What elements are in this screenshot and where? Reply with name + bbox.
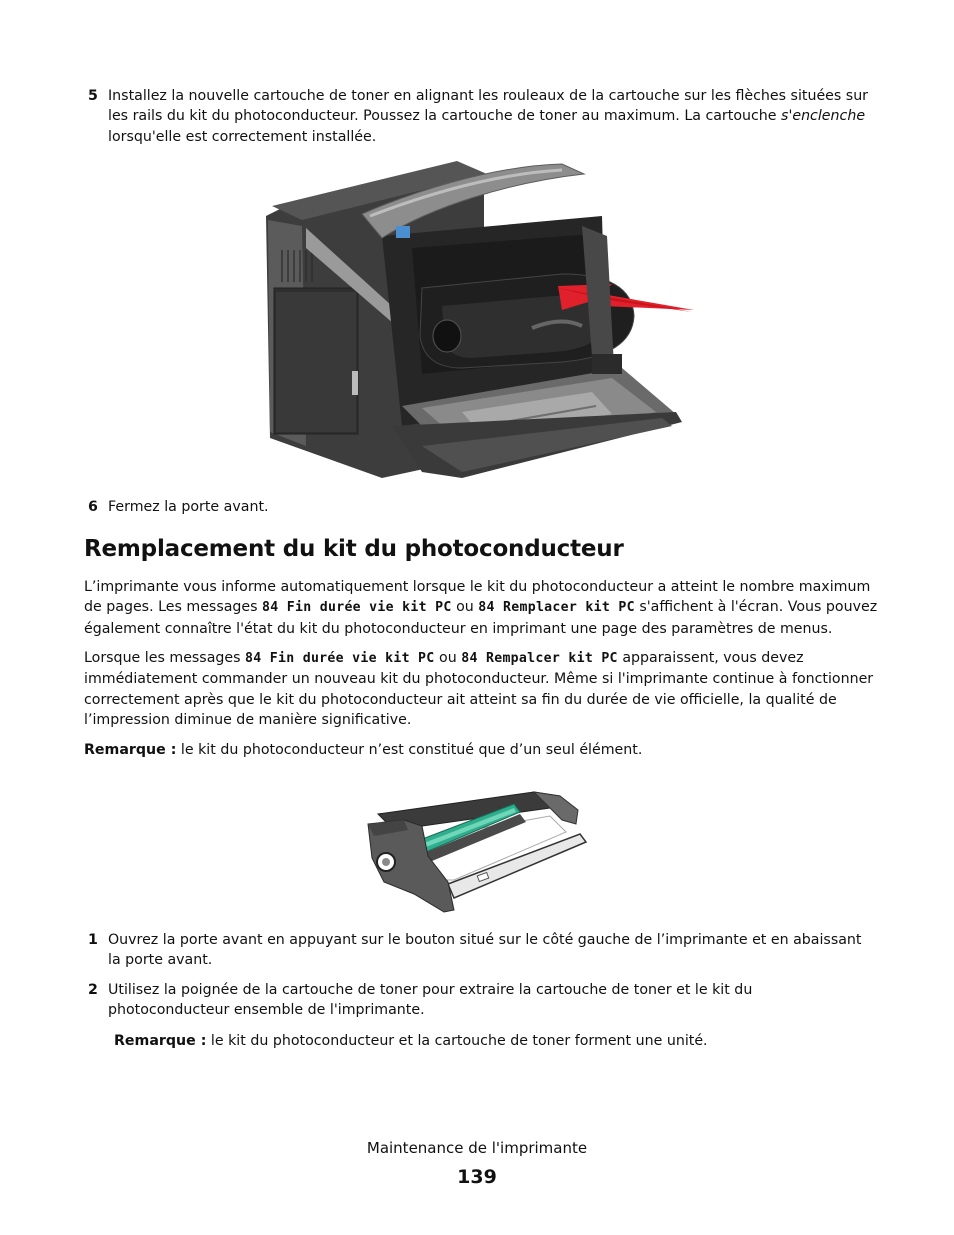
step-1-number: 1 [88,932,98,948]
step-5-number: 5 [88,88,98,104]
photoconductor-kit-illustration [364,786,590,914]
step-2-text: Utilisez la poignée de la cartouche de toner pour extraire la cartouche de toner et le kit du photoconducteur ensemble de l'imprimante. [108,982,753,1019]
p2-code-2: 84 Rempalcer kit PC [461,651,618,666]
p2-text-c: apparaissent, vous devez immédiatement commander un nouveau kit du photoconducteur. Même si l'imprimante continue à fonctionner correctement après que le kit du photoconducteur ait atteint sa fin du durée de vie officielle, la qualité de l’impression diminue de manière significative. [84,650,874,728]
p1-text-a: L’imprimante vous informe automatiquement lorsque le kit du photoconducteur a atteint le nombre maximum de pages. Les messages [84,579,871,616]
p1-text-b: ou [451,599,479,616]
note-1 [84,740,879,760]
p2-text-a: Lorsque les messages [84,650,246,666]
note-2-label: Remarque : [114,1033,207,1049]
step-5-text-b: lorsqu'elle est correctement installée. [108,128,377,145]
p2-text-b: ou [434,650,462,666]
p1-code-1: 84 Fin durée vie kit PC [262,600,452,616]
step-1-text: Ouvrez la porte avant en appuyant sur le bouton situé sur le côté gauche de l’imprimante et en abaissant la porte avant. [108,932,862,969]
step-5-text-a: Installez la nouvelle cartouche de toner en alignant les rouleaux de la cartouche sur les flèches situées sur les rails du kit du photoconducteur. Poussez la cartouche de toner au maximum. La cartouche [108,88,869,125]
step-5-emphasis: s'enclenche [781,108,866,125]
p1-code-2: 84 Remplacer kit PC [478,600,635,616]
p1-text-c: s'affichent à l'écran. Vous pouvez également connaître l'état du kit du photoconducteur en imprimant une page des paramètres de menus. [84,599,878,637]
page-number: 139 [457,1166,497,1188]
printer-illustration [262,156,698,482]
note-2-text: le kit du photoconducteur et la cartouche de toner forment une unité. [206,1033,708,1049]
note-2 [114,1031,884,1051]
note-1-label: Remarque : [84,742,177,758]
p2-code-1: 84 Fin durée vie kit PC [245,651,435,666]
section-heading: Remplacement du kit du photoconducteur [84,536,624,562]
paragraph-1 [84,577,879,639]
step-6-text: Fermez la porte avant. [108,499,269,515]
paragraph-2 [84,648,879,730]
step-5-text [108,86,878,147]
step-6-number: 6 [88,499,98,515]
footer-title: Maintenance de l'imprimante [366,1139,588,1157]
note-1-text: le kit du photoconducteur n’est constitué que d’un seul élément. [176,742,643,758]
step-2-number: 2 [88,982,98,998]
